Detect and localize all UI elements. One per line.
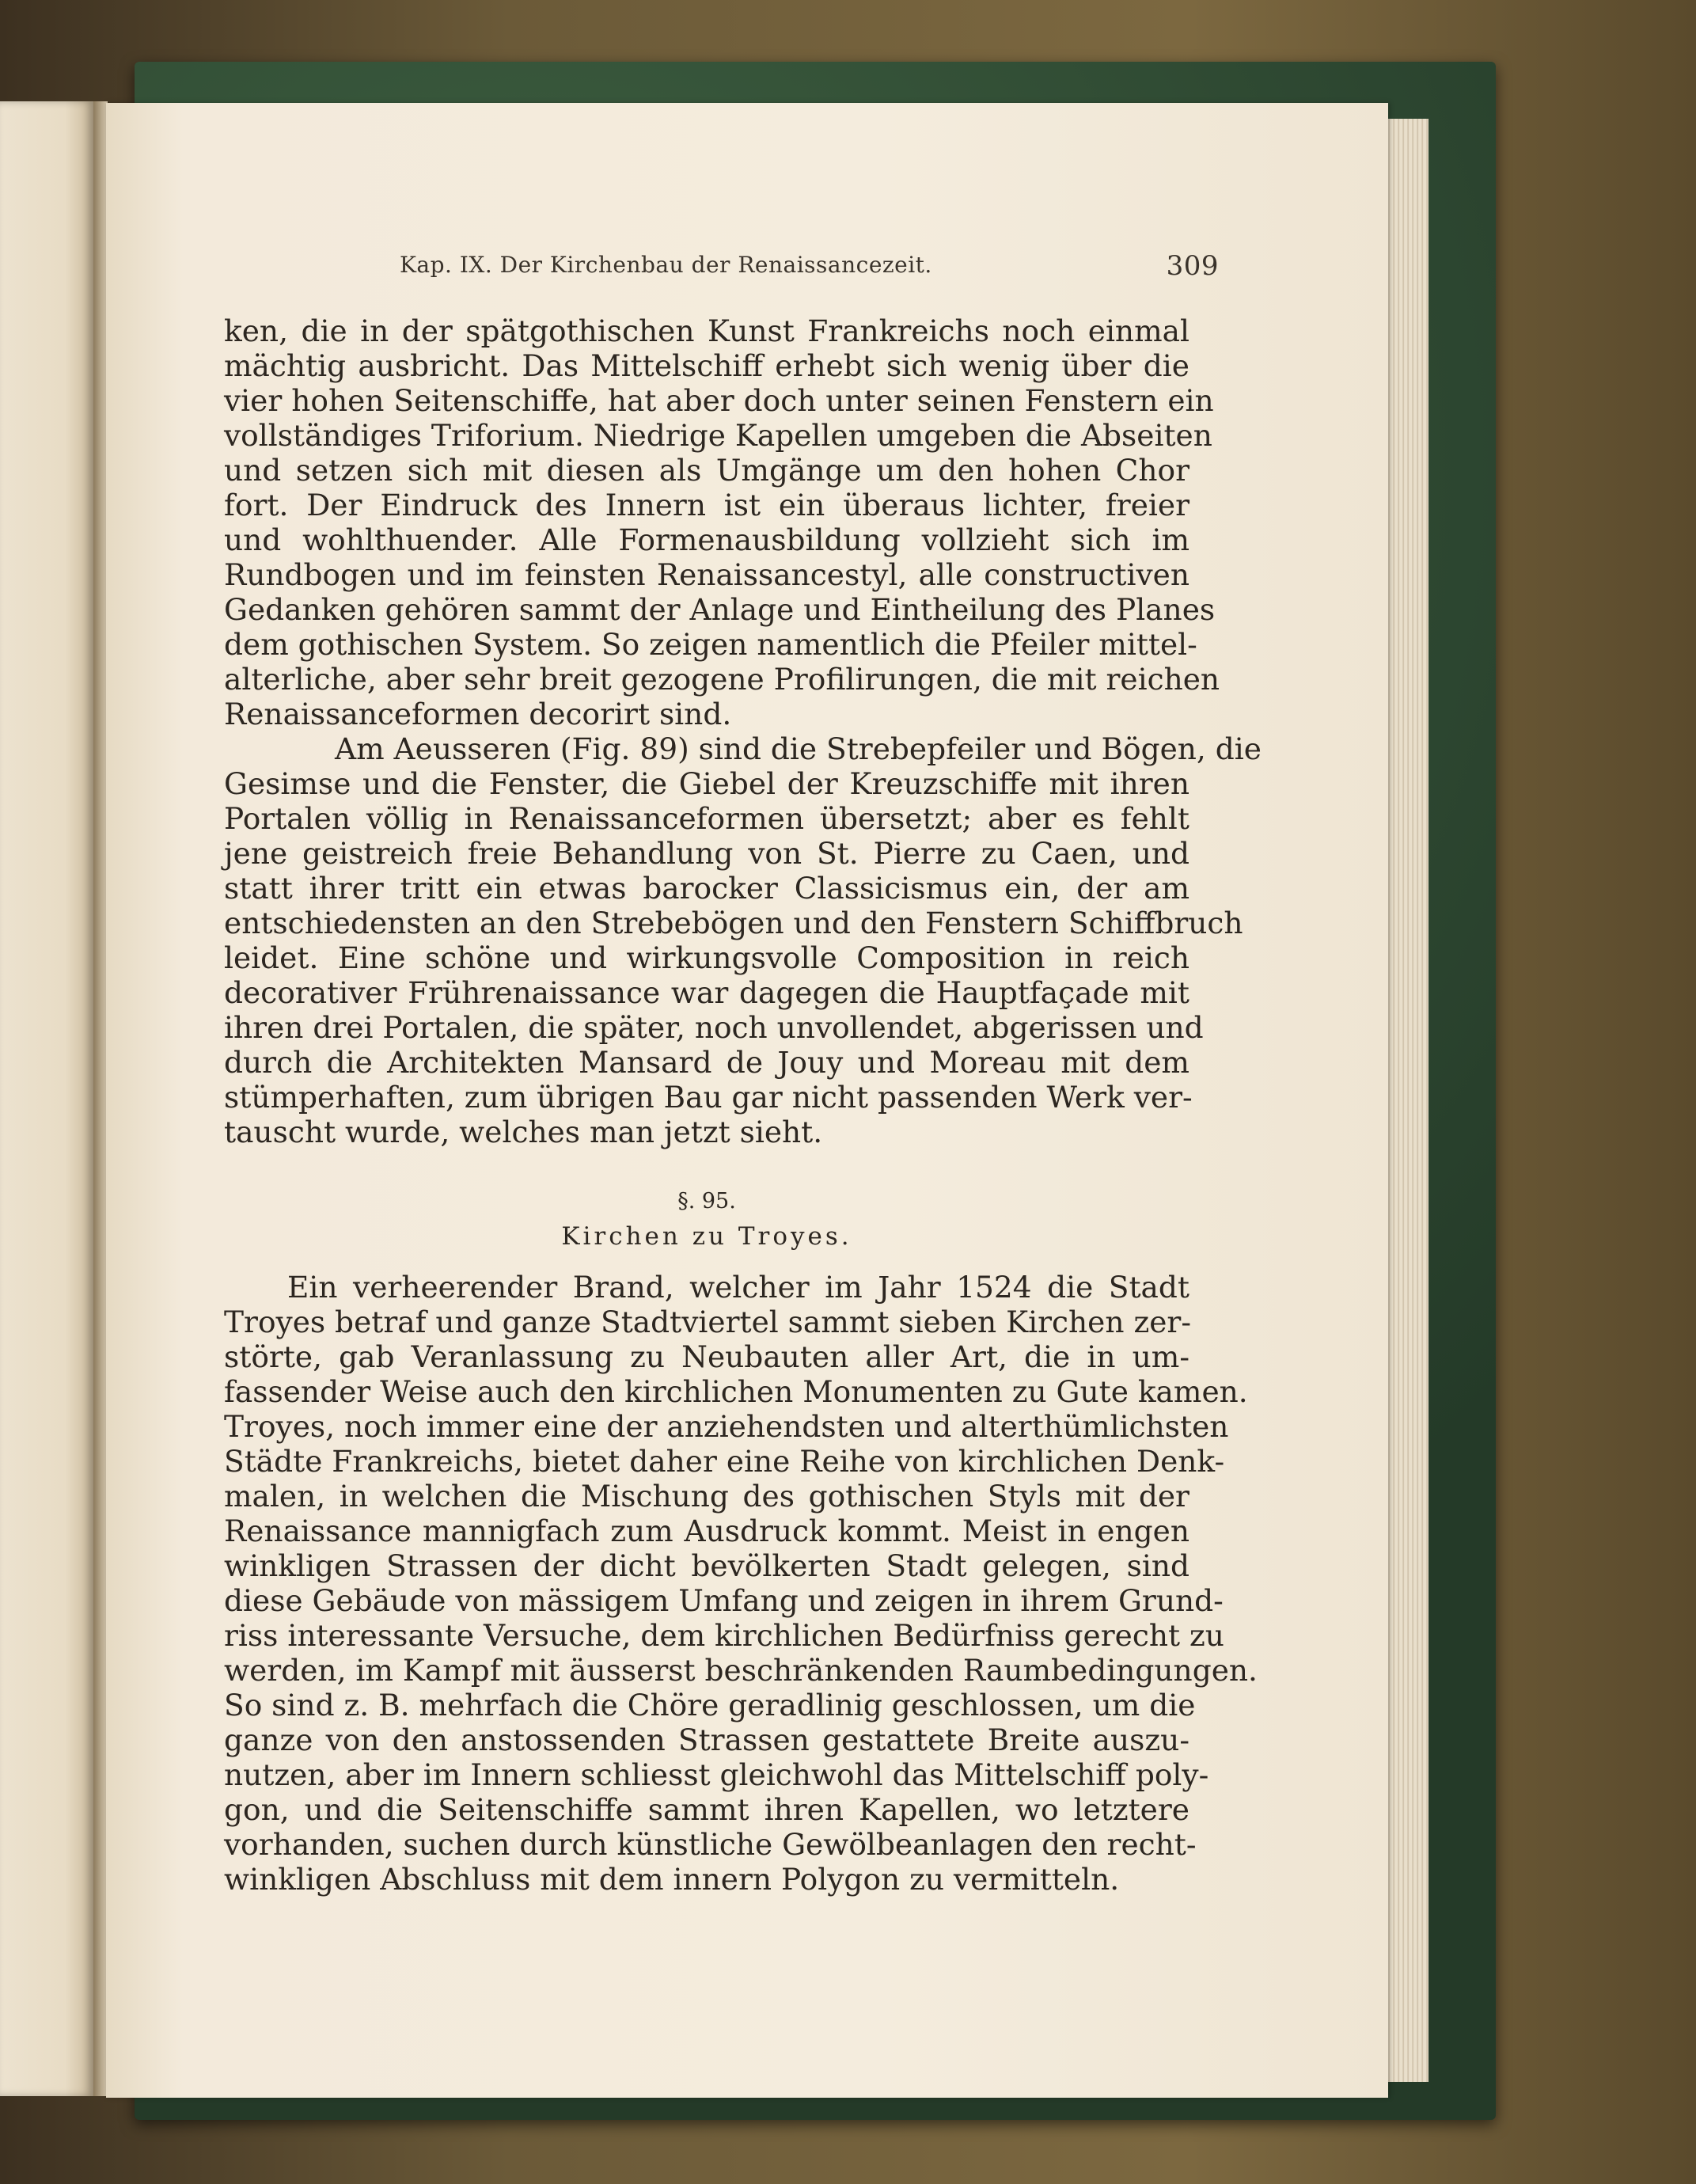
text-line: ken, die in der spätgothischen Kunst Frankreichs noch einmal — [224, 313, 1189, 348]
text-line: Troyes, noch immer eine der anziehendsten und alterthümlichsten — [224, 1409, 1229, 1444]
text-line: ganze von den anstossenden Strassen gestattete Breite auszu- — [224, 1723, 1189, 1757]
running-head-title: Kap. IX. Der Kirchenbau der Renaissancezeit. — [400, 252, 932, 278]
text-line: mächtig ausbricht. Das Mittelschiff erhebt sich wenig über die — [224, 348, 1189, 383]
text-line: fort. Der Eindruck des Innern ist ein überaus lichter, freier — [224, 488, 1189, 522]
text-line: winkligen Abschluss mit dem innern Polygon zu vermitteln. — [224, 1862, 1120, 1897]
text-line: nutzen, aber im Innern schliesst gleichwohl das Mittelschiff poly- — [224, 1757, 1209, 1792]
text-line: vollständiges Triforium. Niedrige Kapellen umgeben die Abseiten — [224, 418, 1212, 453]
text-line: So sind z. B. mehrfach die Chöre geradlinig geschlossen, um die — [224, 1688, 1196, 1723]
text-line: Renaissanceformen decorirt sind. — [224, 697, 732, 731]
text-line: malen, in welchen die Mischung des gothischen Styls mit der — [224, 1479, 1189, 1514]
text-line: gon, und die Seitenschiffe sammt ihren Kapellen, wo letztere — [224, 1792, 1189, 1827]
text-line: Troyes betraf und ganze Stadtviertel sammt sieben Kirchen zer- — [224, 1305, 1191, 1339]
text-line: decorativer Frührenaissance war dagegen die Hauptfaçade mit — [224, 975, 1189, 1010]
text-line: jene geistreich freie Behandlung von St. Pierre zu Caen, und — [224, 836, 1189, 871]
text-line: und wohlthuender. Alle Formenausbildung vollzieht sich im — [224, 522, 1189, 557]
text-line: Ein verheerender Brand, welcher im Jahr 1524 die Stadt — [287, 1270, 1189, 1305]
text-line: fassender Weise auch den kirchlichen Monumenten zu Gute kamen. — [224, 1374, 1248, 1409]
paragraph-3 — [224, 1270, 1258, 1897]
text-line: diese Gebäude von mässigem Umfang und zeigen in ihrem Grund- — [224, 1583, 1224, 1618]
text-line: vier hohen Seitenschiffe, hat aber doch unter seinen Fenstern ein — [224, 383, 1214, 418]
body-text — [224, 313, 1262, 1897]
left-page-edge — [0, 101, 93, 2096]
text-line: Portalen völlig in Renaissanceformen übersetzt; aber es fehlt — [224, 801, 1189, 836]
paragraph-1 — [224, 313, 1220, 731]
text-line: dem gothischen System. So zeigen namentlich die Pfeiler mittel- — [224, 627, 1197, 662]
section-title: Kirchen zu Troyes. — [561, 1222, 852, 1251]
text-line: durch die Architekten Mansard de Jouy und Moreau mit dem — [224, 1045, 1189, 1080]
text-line: entschiedensten an den Strebebögen und den Fenstern Schiffbruch — [224, 906, 1243, 940]
text-line: Gedanken gehören sammt der Anlage und Eintheilung des Planes — [224, 592, 1216, 627]
text-line: statt ihrer tritt ein etwas barocker Classicismus ein, der am — [224, 871, 1189, 906]
text-line: alterliche, aber sehr breit gezogene Profilirungen, die mit reichen — [224, 662, 1220, 697]
text-line: tauscht wurde, welches man jetzt sieht. — [224, 1115, 823, 1149]
text-line: ihren drei Portalen, die später, noch unvollendet, abgerissen und — [224, 1010, 1204, 1045]
page-number: 309 — [1166, 250, 1219, 282]
paragraph-2 — [224, 731, 1262, 1149]
text-line: Städte Frankreichs, bietet daher eine Reihe von kirchlichen Denk- — [224, 1444, 1225, 1479]
text-line: werden, im Kampf mit äusserst beschränkenden Raumbedingungen. — [224, 1653, 1258, 1688]
running-head — [400, 252, 1219, 283]
text-line: winkligen Strassen der dicht bevölkerten Stadt gelegen, sind — [224, 1548, 1189, 1583]
text-line: leidet. Eine schöne und wirkungsvolle Composition in reich — [224, 940, 1189, 975]
text-line: und setzen sich mit diesen als Umgänge um den hohen Chor — [224, 453, 1189, 488]
text-line: Am Aeusseren (Fig. 89) sind die Strebepfeiler und Bögen, die — [335, 731, 1262, 766]
section-number: §. 95. — [677, 1189, 736, 1214]
text-line: störte, gab Veranlassung zu Neubauten aller Art, die in um- — [224, 1339, 1189, 1374]
text-line: stümperhaften, zum übrigen Bau gar nicht passenden Werk ver- — [224, 1080, 1193, 1115]
text-line: Renaissance mannigfach zum Ausdruck kommt. Meist in engen — [224, 1514, 1189, 1548]
page-stack-edges — [1381, 119, 1429, 2082]
text-line: riss interessante Versuche, dem kirchlichen Bedürfniss gerecht zu — [224, 1618, 1224, 1653]
text-line: Rundbogen und im feinsten Renaissancestyl, alle constructiven — [224, 557, 1189, 592]
text-line: Gesimse und die Fenster, die Giebel der Kreuzschiffe mit ihren — [224, 766, 1189, 801]
section-heading — [224, 1184, 1189, 1254]
text-line: vorhanden, suchen durch künstliche Gewölbeanlagen den recht- — [224, 1827, 1197, 1862]
